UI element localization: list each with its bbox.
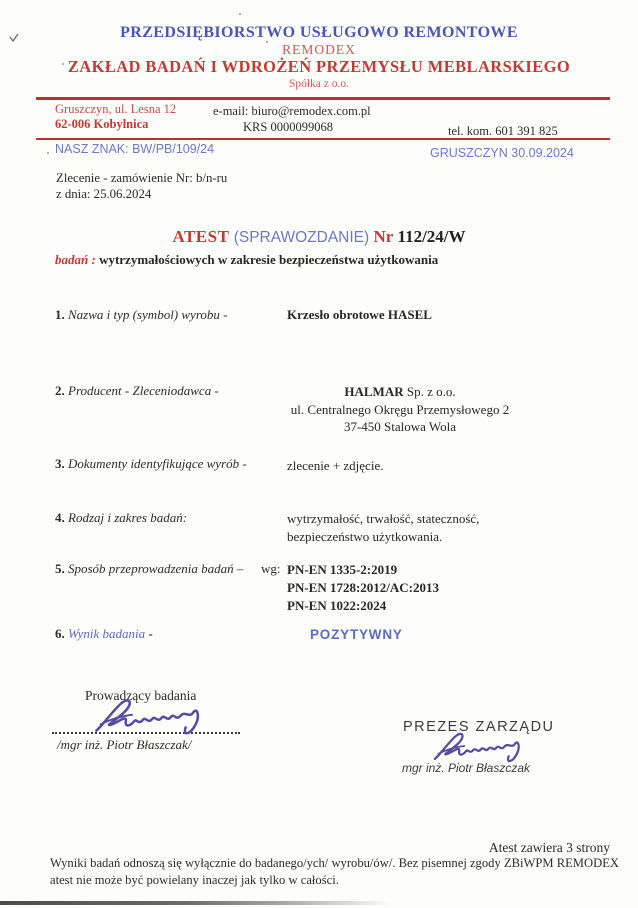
item-4-number: 4.: [55, 510, 65, 525]
item-3-label: [55, 456, 247, 472]
subtitle-badan: badań :: [55, 252, 96, 267]
address-street: Gruszczyn, ul. Lesna 12: [55, 102, 177, 116]
pages-note: Atest zawiera 3 strony: [488, 840, 610, 855]
president-name: mgr inż. Piotr Błaszczak: [402, 761, 531, 775]
nr-label: Nr: [373, 227, 394, 246]
document-number: 112/24/W: [397, 227, 466, 246]
examiner-title: Prowadzący badania: [85, 688, 197, 703]
order-date-line: z dnia: 25.06.2024: [56, 187, 152, 201]
scope-line-2: bezpieczeństwo użytkowania.: [287, 529, 443, 544]
item-5-label: [55, 561, 243, 577]
producer-city: 37-450 Stalowa Wola: [343, 419, 457, 434]
item-6-text: Wynik badania: [68, 626, 146, 641]
item-5-text: Sposób przeprowadzenia badań –: [68, 561, 244, 576]
norm-1: PN-EN 1335-2:2019: [287, 562, 398, 577]
item-1-text: Nazwa i typ (symbol) wyrobu -: [68, 307, 228, 322]
reference-number: NASZ ZNAK: BW/PB/109/24: [55, 142, 215, 156]
item-3-value: zlecenie + zdjęcie.: [287, 458, 384, 473]
company-short-name: REMODEX: [282, 42, 356, 57]
email-line: e-mail: biuro@remodex.com.pl: [213, 104, 371, 118]
header-divider: [36, 97, 610, 100]
item-2-text: Producent - Zleceniodawca -: [68, 383, 219, 398]
norm-3: PN-EN 1022:2024: [287, 598, 387, 613]
item-3-text: Dokumenty identyfikujące wyrób -: [68, 456, 247, 471]
item-4-value: [287, 510, 479, 546]
place-date: GRUSZCZYN 30.09.2024: [430, 146, 574, 160]
subtitle-scope: wytrzymałościowych w zakresie bezpieczeństwa użytkowania: [99, 252, 439, 267]
item-2-number: 2.: [55, 383, 65, 398]
company-legal-form: Spółka z o.o.: [288, 78, 350, 90]
president-title: PREZES ZARZĄDU: [403, 719, 555, 735]
producer-name: HALMAR: [344, 384, 404, 399]
phone-line: tel. kom. 601 391 825: [448, 124, 558, 138]
producer-name-line: [250, 383, 550, 401]
item-5-value: [287, 561, 439, 615]
scan-speck: [47, 152, 49, 154]
document-title: [0, 227, 638, 247]
atest-label: ATEST: [172, 227, 230, 246]
producer-street: ul. Centralnego Okręgu Przemysłowego 2: [290, 401, 510, 417]
scan-edge-artifact: [0, 901, 460, 905]
address-postal-city: 62-006 Kobylnica: [55, 117, 149, 131]
item-6-label: [55, 626, 153, 642]
item-1-value: Krzesło obrotowe HASEL: [287, 307, 432, 322]
item-4-text: Rodzaj i zakres badań:: [68, 510, 188, 525]
item-5-number: 5.: [55, 561, 65, 576]
order-number-line: Zlecenie - zamówienie Nr: b/n-ru: [56, 171, 228, 185]
item-5-prefix: wg:: [261, 561, 281, 576]
examiner-name: /mgr inż. Piotr Błaszczak/: [57, 737, 192, 752]
department-name: ZAKŁAD BADAŃ I WDROŻEŃ PRZEMYSŁU MEBLARSKIEGO: [67, 57, 571, 76]
item-2-value: [250, 383, 550, 436]
item-6-number: 6.: [55, 626, 65, 641]
test-result: POZYTYWNY: [310, 627, 403, 642]
krs-line: KRS 0000099068: [243, 120, 333, 134]
disclaimer-text: Wyniki badań odnoszą się wyłącznie do badanego/ych/ wyrobu/ów/. Bez pisemnej zgody ZBiWPM REMODEX atest nie może być powielany inaczej jak tylko w całości.: [50, 856, 619, 887]
contact-divider: [36, 138, 610, 140]
item-4-label: [55, 510, 187, 526]
scan-speck: [239, 13, 241, 15]
norm-2: PN-EN 1728:2012/AC:2013: [287, 580, 440, 595]
producer-legal-form: Sp. z o.o.: [403, 384, 456, 399]
examiner-signature: [88, 697, 214, 739]
sprawozdanie-label: (SPRAWOZDANIE): [233, 229, 370, 246]
company-name: PRZEDSIĘBIORSTWO USŁUGOWO REMONTOWE: [120, 24, 518, 41]
item-2-label: [55, 383, 219, 399]
item-6-suffix: -: [148, 626, 153, 641]
item-1-number: 1.: [55, 307, 65, 322]
scope-line-1: wytrzymałość, trwałość, stateczność,: [287, 511, 480, 526]
document-subtitle: [55, 252, 438, 268]
item-1-label: [55, 307, 227, 323]
item-3-number: 3.: [55, 456, 65, 471]
